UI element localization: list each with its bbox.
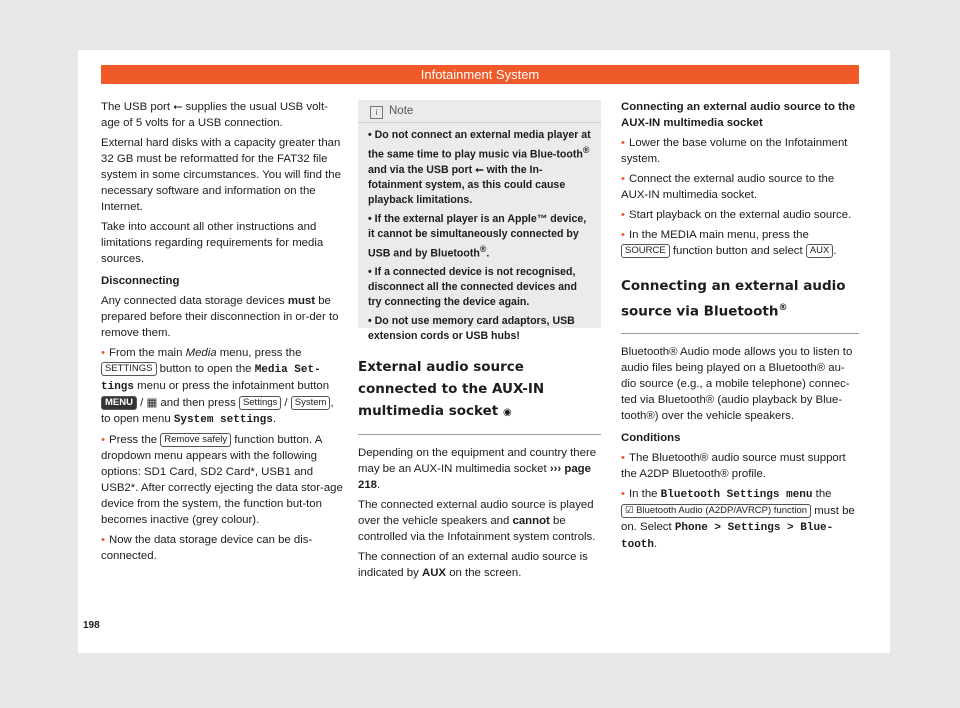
paragraph: The connection of an external audio source is indicated by AUX on the screen. xyxy=(358,551,588,579)
column-middle xyxy=(358,356,601,585)
list-item: • In the Bluetooth Settings menu the ☑ Bluetooth Audio (A2DP/AVRCP) function must be on. Select Phone > Settings > Blue-tooth. xyxy=(621,487,855,551)
list-item: • Lower the base volume on the Infotainment system. xyxy=(621,137,848,165)
paragraph: Any connected data storage devices must be prepared before their disconnection in or-der to remove them. xyxy=(101,295,339,339)
conditions-heading: Conditions xyxy=(621,431,681,444)
list-item: • In the MEDIA main menu, press the SOURCE function button and select AUX . xyxy=(621,229,837,257)
usb-icon: ⭠ xyxy=(173,101,183,113)
paragraph: The connected external audio source is played over the vehicle speakers and cannot be controlled via the Infotainment system controls. xyxy=(358,499,596,543)
column-right xyxy=(621,99,859,557)
disconnecting-heading: Disconnecting xyxy=(101,275,180,287)
note-body xyxy=(358,123,601,344)
list-item: • Connect the external audio source to the AUX-IN multimedia socket. xyxy=(621,173,835,201)
settings-button-key: Settings xyxy=(239,396,281,410)
menu-key: MENU xyxy=(101,396,137,410)
list-item: • Now the data storage device can be dis-connected. xyxy=(101,534,313,562)
list-item: • The Bluetooth® audio source must support the A2DP Bluetooth® profile. xyxy=(621,451,846,480)
note-item: • Do not use memory card adaptors, USB extension cords or USB hubs! xyxy=(368,315,575,343)
usb-icon: ⭠ xyxy=(475,163,484,176)
note-header: i Note xyxy=(358,100,601,123)
sub-heading: Connecting an external audio source to the AUX-IN multimedia socket xyxy=(621,101,856,129)
note-item: • Do not connect an external media player at the same time to play music via Blue-tooth® and via the USB port ⭠ with the In-fotainment system, as this could cause playback limitations. xyxy=(368,129,591,206)
note-box xyxy=(358,100,601,343)
info-icon: i xyxy=(370,106,383,119)
source-key: SOURCE xyxy=(621,244,670,258)
bluetooth-audio-function-key: ☑ Bluetooth Audio (A2DP/AVRCP) function xyxy=(621,504,811,518)
section-heading-bluetooth: Connecting an external audio source via Bluetooth® xyxy=(621,278,846,320)
system-button-key: System xyxy=(291,396,331,410)
column-left xyxy=(101,99,345,568)
paragraph: External hard disks with a capacity greater than 32 GB must be reformatted for the FAT32 file system in some circumstances. You will find the necessary software and information on the Internet. xyxy=(101,137,341,213)
list-item: • Press the Remove safely function button. A dropdown menu appears with the following options: SD1 Card, SD2 Card*, USB1 and USB2*. After correctly ejecting the data stor-age device from the system, the function but-ton becomes inactive (grey colour). xyxy=(101,434,343,526)
grid-icon: ▦ xyxy=(146,397,158,409)
note-item: • If the external player is an Apple™ device, it cannot be simultaneously connected by USB and by Bluetooth®. xyxy=(368,212,587,260)
paragraph: Take into account all other instructions and limitations regarding requirements for media sources. xyxy=(101,221,324,265)
aux-key: AUX xyxy=(806,244,834,258)
list-item: • From the main Media menu, press the SETTINGS button to open the Media Set-tings menu or press the infotainment button MENU / ▦ and then press Settings / System , to open menu System settings. xyxy=(101,347,334,426)
audio-socket-icon: ◉ xyxy=(502,407,512,418)
page-number: 198 xyxy=(83,620,100,631)
chapter-header: Infotainment System xyxy=(101,65,859,84)
section-heading-aux: External audio source connected to the AUX-IN multimedia socket ◉ xyxy=(358,359,545,419)
list-item: • Start playback on the external audio source. xyxy=(621,209,852,221)
paragraph: Bluetooth® Audio mode allows you to listen to audio files being played on a Bluetooth® au-dio source (e.g., a mobile telephone) connec-ted via Bluetooth® (audio playback by Blue-tooth®) over the vehicle speakers. xyxy=(621,345,853,422)
remove-safely-key: Remove safely xyxy=(160,433,231,447)
note-item: • If a connected device is not recognised, disconnect all the connected devices and try connecting the device again. xyxy=(368,266,577,309)
paragraph: Depending on the equipment and country there may be an AUX-IN multimedia socket ››› page 218. xyxy=(358,447,597,491)
paragraph: The USB port ⭠ supplies the usual USB volt-age of 5 volts for a USB connection. xyxy=(101,101,328,129)
settings-key: SETTINGS xyxy=(101,362,157,376)
